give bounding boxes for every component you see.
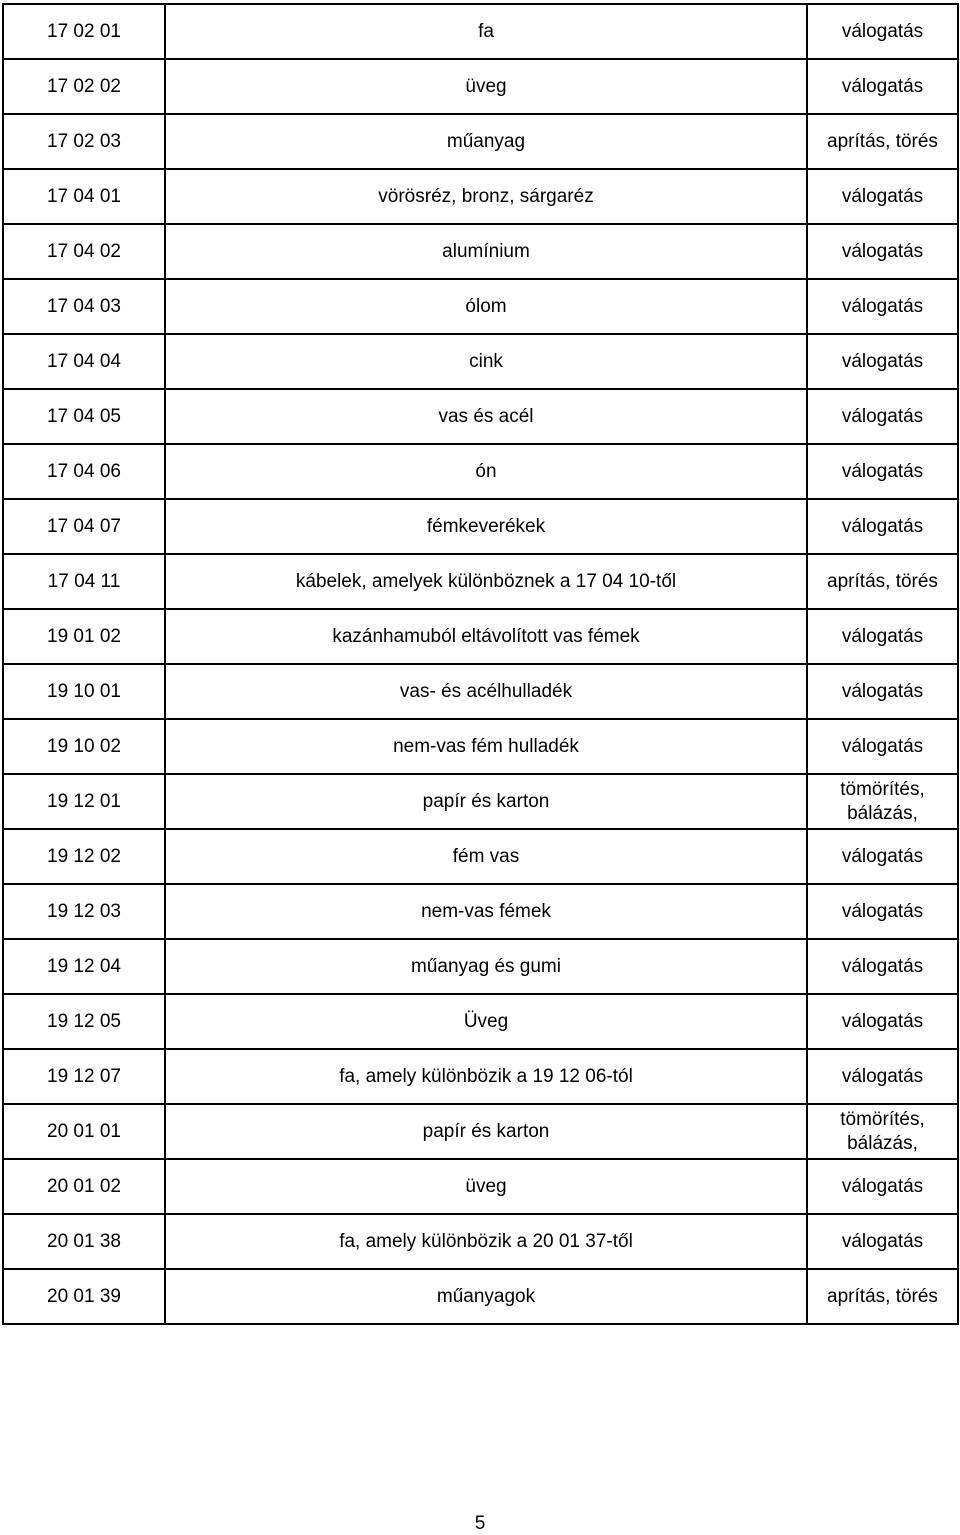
- table-row: [3, 774, 958, 829]
- treatment-method-cell: válogatás: [807, 334, 958, 389]
- waste-name-cell: fa, amely különbözik a 19 12 06-tól: [165, 1049, 807, 1104]
- table-row: [3, 609, 958, 664]
- waste-code-cell: 19 12 03: [3, 884, 165, 939]
- waste-name-cell: fa, amely különbözik a 20 01 37-től: [165, 1214, 807, 1269]
- treatment-method-cell: tömörítés, bálázás,: [807, 1104, 958, 1159]
- treatment-method-cell: válogatás: [807, 994, 958, 1049]
- treatment-method-cell: válogatás: [807, 609, 958, 664]
- waste-name-cell: kábelek, amelyek különböznek a 17 04 10-től: [165, 554, 807, 609]
- treatment-method-cell: aprítás, törés: [807, 554, 958, 609]
- treatment-method-cell: válogatás: [807, 279, 958, 334]
- treatment-method-cell: válogatás: [807, 829, 958, 884]
- treatment-method-cell: aprítás, törés: [807, 114, 958, 169]
- waste-code-cell: 17 04 02: [3, 224, 165, 279]
- treatment-method-cell: válogatás: [807, 499, 958, 554]
- waste-code-cell: 20 01 39: [3, 1269, 165, 1324]
- waste-code-cell: 19 12 05: [3, 994, 165, 1049]
- waste-name-cell: műanyag és gumi: [165, 939, 807, 994]
- treatment-method-cell: válogatás: [807, 224, 958, 279]
- waste-name-cell: nem-vas fémek: [165, 884, 807, 939]
- table-row: [3, 829, 958, 884]
- waste-name-cell: vas és acél: [165, 389, 807, 444]
- treatment-method-cell: válogatás: [807, 939, 958, 994]
- table-row: [3, 1214, 958, 1269]
- waste-name-cell: üveg: [165, 59, 807, 114]
- treatment-method-cell: válogatás: [807, 719, 958, 774]
- table-row: [3, 719, 958, 774]
- waste-code-cell: 20 01 01: [3, 1104, 165, 1159]
- waste-name-cell: kazánhamuból eltávolított vas fémek: [165, 609, 807, 664]
- waste-name-cell: fémkeverékek: [165, 499, 807, 554]
- waste-code-cell: 19 10 01: [3, 664, 165, 719]
- waste-name-cell: papír és karton: [165, 1104, 807, 1159]
- table-row: [3, 1049, 958, 1104]
- table-row: [3, 1159, 958, 1214]
- table-row: [3, 444, 958, 499]
- waste-code-cell: 19 10 02: [3, 719, 165, 774]
- waste-code-cell: 19 12 07: [3, 1049, 165, 1104]
- waste-name-cell: cink: [165, 334, 807, 389]
- waste-code-cell: 17 02 02: [3, 59, 165, 114]
- waste-code-cell: 17 02 01: [3, 4, 165, 59]
- waste-name-cell: műanyag: [165, 114, 807, 169]
- table-row: [3, 994, 958, 1049]
- waste-code-cell: 17 04 06: [3, 444, 165, 499]
- waste-code-cell: 19 12 01: [3, 774, 165, 829]
- waste-name-cell: üveg: [165, 1159, 807, 1214]
- table-row: [3, 59, 958, 114]
- treatment-method-cell: válogatás: [807, 4, 958, 59]
- waste-name-cell: alumínium: [165, 224, 807, 279]
- waste-code-cell: 17 04 03: [3, 279, 165, 334]
- waste-name-cell: papír és karton: [165, 774, 807, 829]
- waste-code-cell: 20 01 02: [3, 1159, 165, 1214]
- waste-code-cell: 17 02 03: [3, 114, 165, 169]
- table-row: [3, 279, 958, 334]
- treatment-method-cell: válogatás: [807, 59, 958, 114]
- waste-name-cell: fém vas: [165, 829, 807, 884]
- waste-name-cell: vas- és acélhulladék: [165, 664, 807, 719]
- table-row: [3, 499, 958, 554]
- table-body: [3, 4, 958, 1324]
- waste-code-cell: 17 04 04: [3, 334, 165, 389]
- table-row: [3, 554, 958, 609]
- treatment-method-cell: tömörítés, bálázás,: [807, 774, 958, 829]
- waste-code-cell: 20 01 38: [3, 1214, 165, 1269]
- table-row: [3, 664, 958, 719]
- waste-code-cell: 17 04 05: [3, 389, 165, 444]
- treatment-method-cell: válogatás: [807, 1049, 958, 1104]
- waste-name-cell: fa: [165, 4, 807, 59]
- waste-code-table: [2, 3, 959, 1325]
- waste-code-cell: 19 12 04: [3, 939, 165, 994]
- waste-name-cell: Üveg: [165, 994, 807, 1049]
- treatment-method-cell: válogatás: [807, 664, 958, 719]
- table-row: [3, 4, 958, 59]
- table-row: [3, 389, 958, 444]
- table-row: [3, 224, 958, 279]
- waste-code-cell: 19 12 02: [3, 829, 165, 884]
- table-row: [3, 334, 958, 389]
- waste-name-cell: műanyagok: [165, 1269, 807, 1324]
- waste-name-cell: ólom: [165, 279, 807, 334]
- treatment-method-cell: válogatás: [807, 444, 958, 499]
- page-number: 5: [474, 1513, 486, 1534]
- waste-code-cell: 17 04 11: [3, 554, 165, 609]
- waste-name-cell: nem-vas fém hulladék: [165, 719, 807, 774]
- table-row: [3, 169, 958, 224]
- treatment-method-cell: válogatás: [807, 169, 958, 224]
- treatment-method-cell: válogatás: [807, 1214, 958, 1269]
- waste-name-cell: vörösréz, bronz, sárgaréz: [165, 169, 807, 224]
- table-row: [3, 884, 958, 939]
- treatment-method-cell: válogatás: [807, 884, 958, 939]
- waste-code-cell: 17 04 01: [3, 169, 165, 224]
- waste-name-cell: ón: [165, 444, 807, 499]
- treatment-method-cell: válogatás: [807, 1159, 958, 1214]
- table-row: [3, 1104, 958, 1159]
- treatment-method-cell: válogatás: [807, 389, 958, 444]
- waste-code-cell: 17 04 07: [3, 499, 165, 554]
- treatment-method-cell: aprítás, törés: [807, 1269, 958, 1324]
- table-row: [3, 939, 958, 994]
- table-row: [3, 1269, 958, 1324]
- waste-code-cell: 19 01 02: [3, 609, 165, 664]
- table-row: [3, 114, 958, 169]
